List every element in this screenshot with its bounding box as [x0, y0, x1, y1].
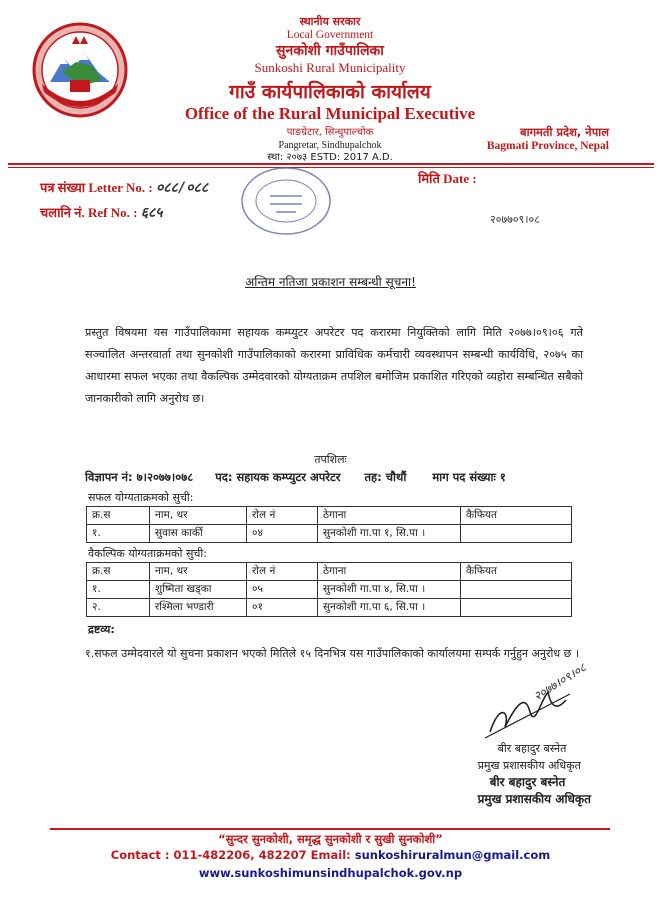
cell-sn: २. — [87, 599, 150, 617]
alternate-caption: वैकल्पिक योग्यताक्रमको सुची: — [88, 547, 207, 560]
success-caption: सफल योग्यताक्रमको सुची: — [88, 491, 194, 504]
province-en: Bagmati Province, Nepal — [486, 140, 609, 152]
ref-number — [40, 203, 163, 222]
cell-remarks — [461, 581, 572, 599]
cell-sn: १. — [87, 581, 150, 599]
header-cell: कैफियत — [461, 563, 572, 581]
nepal-emblem-icon — [32, 22, 128, 118]
letter-number — [40, 178, 208, 197]
stamp-name: बीर बहादुर बस्नेत — [489, 775, 566, 789]
cell-remarks — [461, 525, 572, 543]
footer-website[interactable]: www.sunkoshimunsindhupalchok.gov.np — [198, 866, 463, 880]
header-line-municipality-en: Sunkoshi Rural Municipality — [254, 60, 406, 75]
alternate-table — [86, 562, 572, 617]
header-cell: कैफियत — [461, 507, 572, 525]
cell-roll: ०५ — [247, 581, 318, 599]
cell-remarks — [461, 599, 572, 617]
date-value: २०७७०९।०८ — [490, 213, 540, 226]
header-divider — [8, 163, 654, 165]
note-title: द्रष्टव्य: — [88, 623, 115, 636]
success-table — [86, 506, 572, 543]
province — [487, 125, 609, 152]
header-line-local-government-np: स्थानीय सरकार — [299, 15, 361, 28]
address-np: पाङग्रेटार, सिन्धुपाल्चोक — [286, 127, 374, 138]
advertisement-line — [85, 470, 605, 485]
header-cell: रोल नं — [247, 563, 318, 581]
header-line-office-np: गाउँ कार्यपालिकाको कार्यालय — [229, 81, 431, 103]
ad-post: पद: सहायक कम्प्युटर अपरेटर — [215, 470, 341, 484]
header-cell: ठेगाना — [318, 507, 461, 525]
details-heading: तपशिलः — [314, 453, 347, 466]
table-header-row — [87, 507, 572, 525]
ad-number: विज्ञापन नं: ७।२०७७।०७८ — [85, 470, 194, 484]
address-en: Pangretar, Sindhupalchok — [278, 139, 382, 151]
header-cell: नाम, थर — [150, 563, 247, 581]
signature-date: २०७७।०९।०८ — [531, 660, 589, 704]
header-line-municipality-np: सुनकोशी गाउँपालिका — [276, 43, 384, 59]
table-row — [87, 599, 572, 617]
signature-block — [478, 740, 591, 808]
date-label: मिति Date : — [418, 171, 477, 186]
header-line-local-government-en: Local Government — [286, 29, 374, 41]
cell-address: सुनकोशी गा.पा १, सि.पा । — [318, 525, 461, 543]
contact-phones: Contact : 011-482206, 482207 Email: — [110, 848, 351, 862]
header-cell: ठेगाना — [318, 563, 461, 581]
letterhead — [130, 14, 530, 124]
cell-address: सुनकोशी गा.पा ४, सि.पा । — [318, 581, 461, 599]
cell-roll: ०१ — [247, 599, 318, 617]
established: स्था: २०७३ ESTD: 2017 A.D. — [267, 152, 393, 163]
letter-number-label: पत्र संख्या Letter No. : — [40, 180, 153, 195]
ref-number-label: चलानि नं. Ref No. : — [40, 205, 138, 220]
province-np: बागमती प्रदेश, नेपाल — [520, 125, 609, 139]
footer-divider — [50, 828, 610, 830]
table-row — [87, 581, 572, 599]
cell-roll: ०४ — [247, 525, 318, 543]
office-stamp-icon — [240, 166, 332, 236]
note-body: १.सफल उम्मेदवारले यो सुचना प्रकाशन भएको मितिले १५ दिनभित्र यस गाउँपालिकाको कार्यालयमा सम्पर्क गर्नुहुन अनुरोध छ । — [85, 647, 580, 660]
contact-email[interactable]: sunkoshiruralmun@gmail.com — [354, 848, 551, 862]
header-line-office-en: Office of the Rural Municipal Executive — [184, 104, 476, 123]
ad-demand: माग पद संख्याः १ — [432, 470, 506, 484]
signer-name: बीर बहादुर बस्नेत — [497, 742, 567, 755]
office-address — [230, 127, 430, 165]
subject-title: अन्तिम नतिजा प्रकाशन सम्बन्धी सूचना! — [245, 275, 416, 289]
header-cell: क्र.स — [87, 507, 150, 525]
table-header-row — [87, 563, 572, 581]
cell-address: सुनकोशी गा.पा ६, सि.पा । — [318, 599, 461, 617]
stamp-title: प्रमुख प्रशासकीय अधिकृत — [477, 792, 591, 806]
cell-name: शुष्मिता खड्का — [150, 581, 247, 599]
footer-slogan: “सुन्दर सुनकोशी, समृद्ध सुनकोशी र सुखी सुनकोशी” — [218, 832, 443, 846]
cell-name: रश्मिला भण्डारी — [150, 599, 247, 617]
header-cell: क्र.स — [87, 563, 150, 581]
cell-sn: १. — [87, 525, 150, 543]
letter-number-value: ०८८/०८८ — [155, 180, 209, 196]
table-row — [87, 525, 572, 543]
header-cell: नाम, थर — [150, 507, 247, 525]
signer-title: प्रमुख प्रशासकीय अधिकृत — [477, 759, 581, 772]
cell-name: सुवास कार्की — [150, 525, 247, 543]
notice-body: प्रस्तुत विषयमा यस गाउँपालिकामा सहायक कम्प्युटर अपरेटर पद करारमा नियुक्तिको लागि मिति २०७७।०९।०६ गते सञ्चालित अन्तरवार्ता तथा सुनकोशी गाउँपालिकाको करारमा प्राविधिक कर्मचारी व्यवस्थापन सम्बन्धी कार्यविधि, २०७५ का आधारमा सफल भएका तथा वैकल्पिक उम्मेदवारको योग्यताक्रम तपशिल बमोजिम प्रकाशित गरिएको व्यहोरा सम्बन्धित सबैको जानकारीको लागि अनुरोध छ। — [85, 326, 583, 405]
header-cell: रोल नं — [247, 507, 318, 525]
ad-level: तह: चौथौं — [364, 470, 407, 484]
ref-number-value: ६८५ — [140, 205, 163, 221]
footer-contact — [0, 848, 661, 862]
